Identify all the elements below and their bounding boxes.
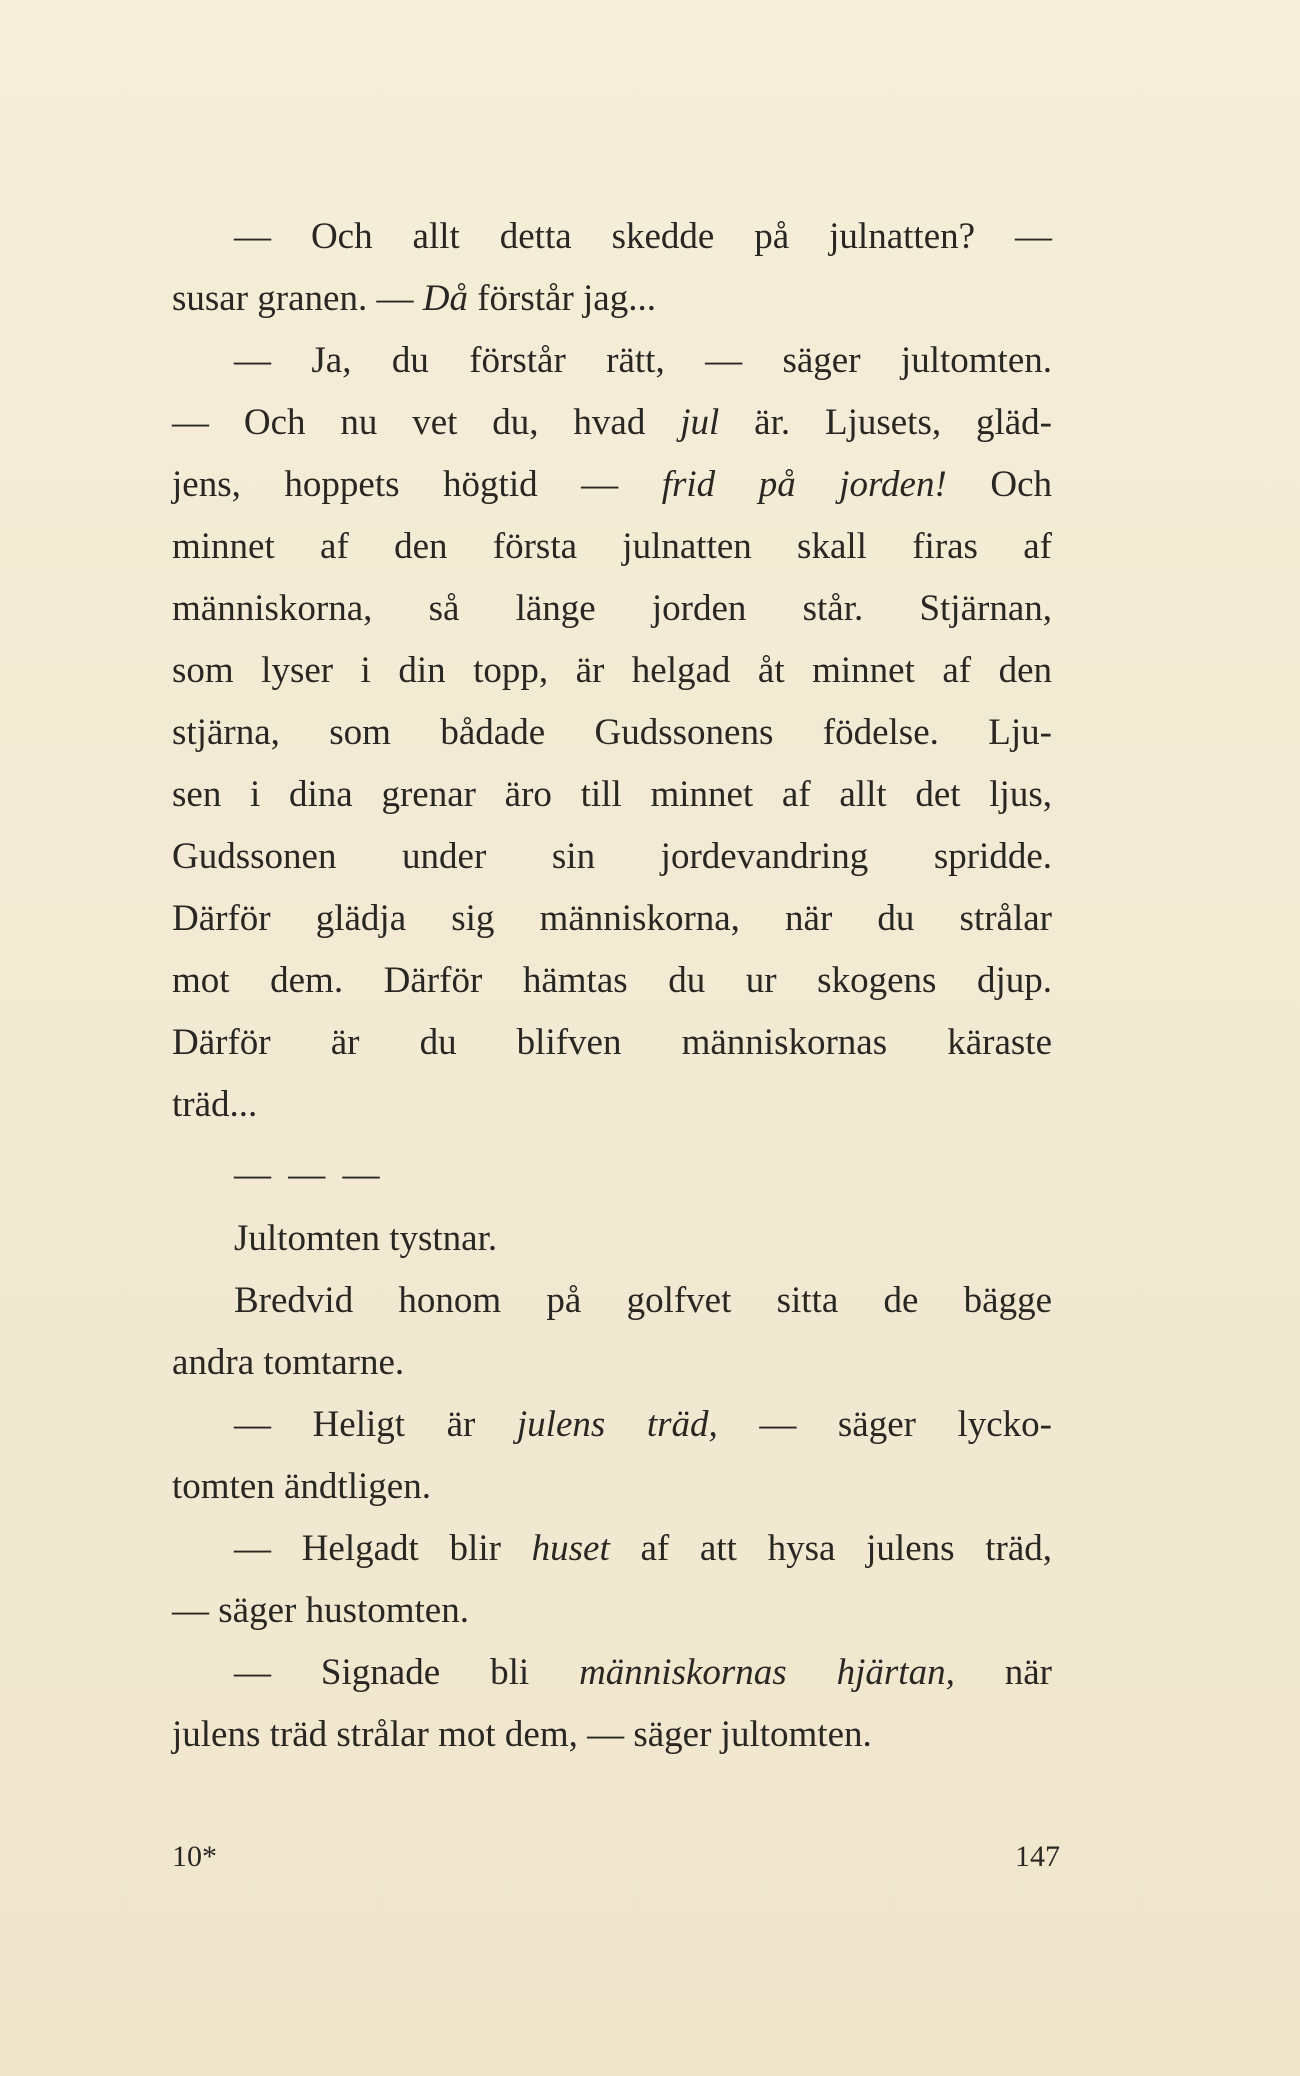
italic-run: jul — [680, 402, 720, 443]
text-run: — Ja, du förstår rätt, — säger jultomten. — [234, 340, 1052, 381]
text-run: mot dem. Därför hämtas du ur skogens djup. — [172, 960, 1052, 1001]
text-line — [172, 1270, 1052, 1332]
text-line — [172, 1012, 1052, 1074]
text-line — [172, 1518, 1052, 1580]
text-run: förstår jag... — [467, 278, 656, 319]
text-line — [172, 330, 1052, 392]
text-run: — Signade bli — [234, 1652, 580, 1693]
text-line — [172, 1456, 1052, 1518]
text-run: julens träd strålar mot dem, — säger jultomten. — [172, 1714, 872, 1755]
text-line — [172, 516, 1052, 578]
text-run: Och — [946, 464, 1052, 505]
text-run: Bredvid honom på golfvet sitta de bägge — [234, 1280, 1052, 1321]
italic-run: människornas hjärtan, — [579, 1652, 955, 1693]
text-run: — Helgadt blir — [234, 1528, 532, 1569]
text-line — [172, 1642, 1052, 1704]
text-run: människorna, så länge jorden står. Stjärnan, — [172, 588, 1052, 629]
separator-dashes: — — — — [234, 1154, 384, 1195]
text-run: — Och nu vet du, hvad — [172, 402, 681, 443]
text-line — [172, 888, 1052, 950]
text-run: tomten ändtligen. — [172, 1466, 431, 1507]
text-line — [172, 702, 1052, 764]
text-run: Gudssonen under sin jordevandring spridde. — [172, 836, 1052, 877]
text-line — [172, 268, 1052, 330]
page-footer — [172, 1832, 1060, 1882]
text-run: Jultomten tystnar. — [234, 1218, 498, 1259]
text-line — [172, 206, 1052, 268]
text-line — [172, 578, 1052, 640]
section-separator — [172, 1144, 1052, 1206]
text-line — [172, 1394, 1052, 1456]
text-run: är. Ljusets, gläd- — [719, 402, 1052, 443]
page-number: 147 — [1015, 1840, 1060, 1873]
italic-run: huset — [531, 1528, 610, 1569]
text-line — [172, 1332, 1052, 1394]
text-line — [172, 950, 1052, 1012]
text-run: som lyser i din topp, är helgad åt minnet af den — [172, 650, 1052, 691]
text-line — [172, 1208, 1052, 1270]
text-line — [172, 826, 1052, 888]
text-run: när — [954, 1652, 1053, 1693]
text-run: — säger lycko- — [717, 1404, 1053, 1445]
text-run: sen i dina grenar äro till minnet af allt det ljus, — [172, 774, 1052, 815]
text-line — [172, 640, 1052, 702]
text-line — [172, 764, 1052, 826]
text-run: andra tomtarne. — [172, 1342, 405, 1383]
italic-run: julens träd, — [516, 1404, 718, 1445]
signature-mark: 10* — [172, 1840, 217, 1873]
text-line — [172, 392, 1052, 454]
text-run: — Och allt detta skedde på julnatten? — — [234, 216, 1052, 257]
text-block-lower — [172, 1208, 1052, 1766]
text-line — [172, 1704, 1052, 1766]
text-run: stjärna, som bådade Gudssonens födelse. Lju- — [172, 712, 1052, 753]
text-line — [172, 1074, 1052, 1136]
text-run: jens, hoppets högtid — — [172, 464, 662, 505]
italic-run: frid på jorden! — [661, 464, 947, 505]
italic-run: Då — [422, 278, 468, 319]
text-run: af att hysa julens träd, — [609, 1528, 1052, 1569]
text-run: träd... — [172, 1084, 258, 1125]
text-run: — säger hustomten. — [172, 1590, 469, 1631]
text-run: Därför glädja sig människorna, när du strålar — [172, 898, 1052, 939]
text-run: — Heligt är — [234, 1404, 517, 1445]
text-block-upper — [172, 206, 1052, 1136]
text-run: Därför är du blifven människornas käraste — [172, 1022, 1052, 1063]
text-line — [172, 1580, 1052, 1642]
text-run: minnet af den första julnatten skall firas af — [172, 526, 1052, 567]
text-line — [172, 454, 1052, 516]
text-run: susar granen. — — [172, 278, 423, 319]
